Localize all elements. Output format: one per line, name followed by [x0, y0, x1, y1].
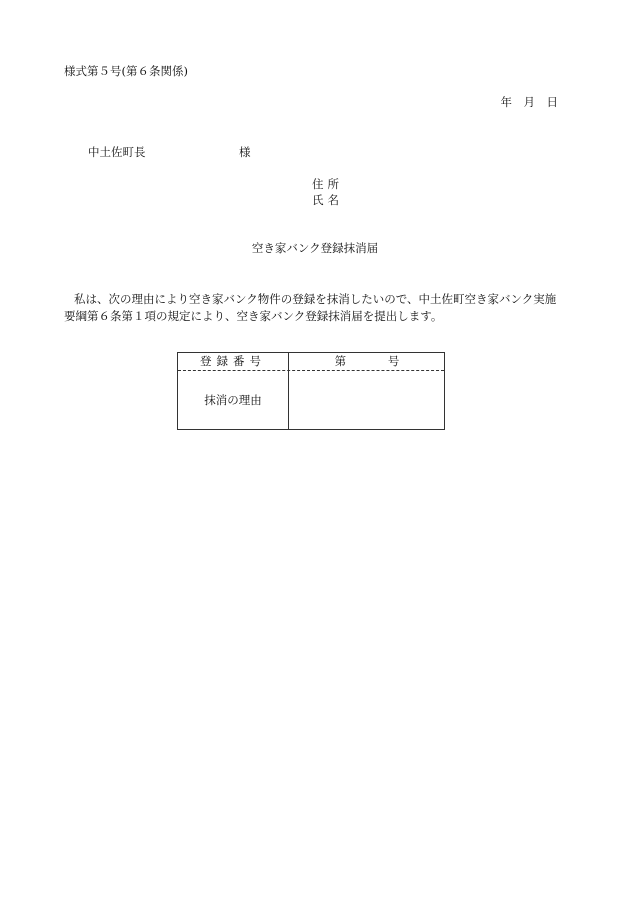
reason-value-field[interactable] [289, 373, 445, 429]
registration-number-label: 登録番号 [200, 354, 266, 368]
registration-table [177, 352, 445, 430]
name-label: 氏名 [312, 193, 343, 207]
registration-number-value: 第 号 [334, 354, 400, 368]
table-divider-dashed [178, 370, 444, 371]
date-line: 年 月 日 [500, 95, 558, 109]
address-label: 住所 [312, 177, 343, 191]
addressee: 中土佐町長 [88, 145, 146, 159]
reason-label: 抹消の理由 [204, 393, 262, 407]
addressee-honorific: 様 [239, 145, 251, 159]
body-text: 私は、次の理由により空き家バンク物件の登録を抹消したいので、中土佐町空き家バンク実施要綱第６条第１項の規定により、空き家バンク登録抹消届を提出します。 [64, 292, 557, 323]
form-number: 様式第５号(第６条関係) [64, 64, 188, 78]
document-title: 空き家バンク登録抹消届 [251, 241, 379, 255]
